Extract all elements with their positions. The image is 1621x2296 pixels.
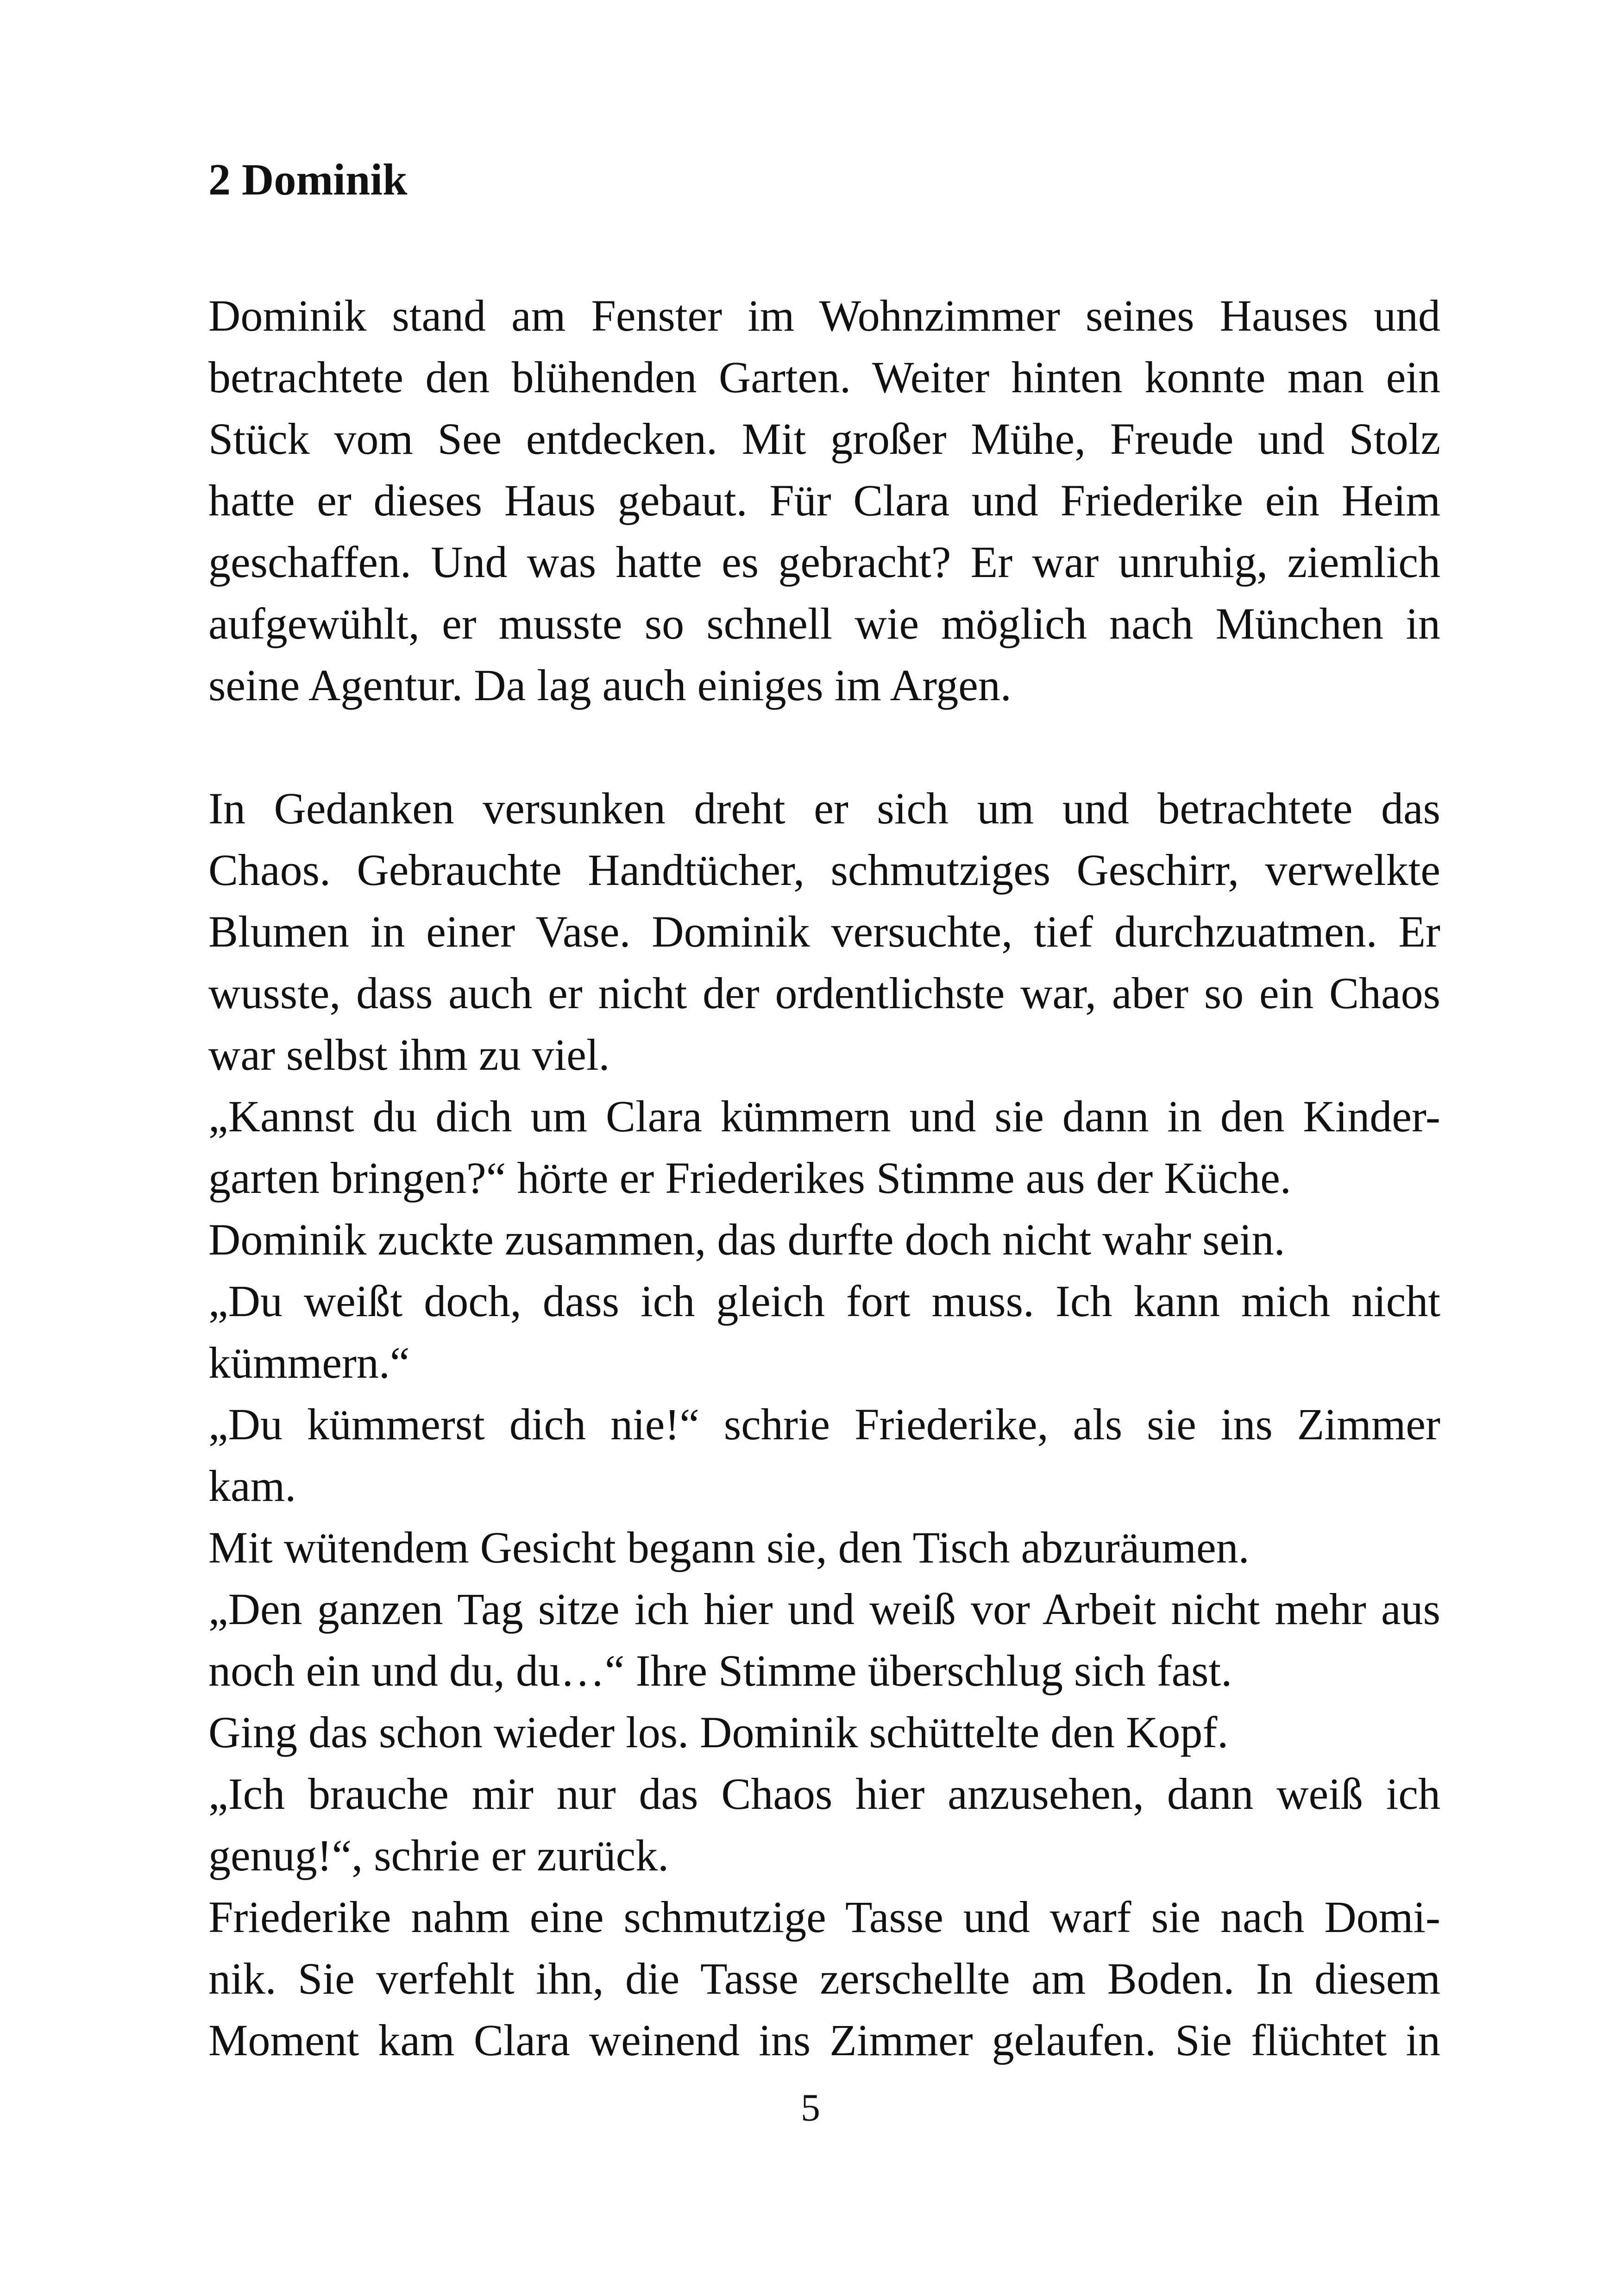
text-line: Blumen in einer Vase. Dominik versuchte, tief durchzuatmen. Er xyxy=(208,907,1440,956)
text-line: aufgewühlt, er musste so schnell wie möglich nach München in xyxy=(208,599,1440,648)
text-line: Mit wütendem Gesicht begann sie, den Tisch abzuräumen. xyxy=(208,1523,1250,1572)
text-line: Chaos. Gebrauchte Handtücher, schmutziges Geschirr, verwelkte xyxy=(208,845,1440,895)
text-line: garten bringen?“ hörte er Friederikes Stimme aus der Küche. xyxy=(208,1153,1291,1203)
text-line: betrachtete den blühenden Garten. Weiter hinten konnte man ein xyxy=(208,352,1440,402)
text-line: „Kannst du dich um Clara kümmern und sie dann in den Kinder- xyxy=(208,1092,1440,1141)
text-line: Ging das schon wieder los. Dominik schüttelte den Kopf. xyxy=(208,1707,1229,1757)
text-line: „Den ganzen Tag sitze ich hier und weiß vor Arbeit nicht mehr aus xyxy=(208,1584,1440,1634)
text-line: Friederike nahm eine schmutzige Tasse und warf sie nach Domi- xyxy=(208,1892,1440,1942)
page-number: 5 xyxy=(801,2086,820,2129)
paragraph-gap xyxy=(208,716,1440,778)
text-line: Moment kam Clara weinend ins Zimmer gelaufen. Sie flüchtet in xyxy=(208,2015,1440,2065)
text-line: Dominik zuckte zusammen, das durfte doch nicht wahr sein. xyxy=(208,1215,1285,1264)
text-line: wusste, dass auch er nicht der ordentlichste war, aber so ein Chaos xyxy=(208,968,1440,1018)
text-line: nik. Sie verfehlt ihn, die Tasse zerschellte am Boden. In diesem xyxy=(208,1954,1440,2003)
text-line: „Ich brauche mir nur das Chaos hier anzusehen, dann weiß ich xyxy=(208,1769,1440,1819)
text-line: kümmern.“ xyxy=(208,1338,410,1387)
text-line: hatte er dieses Haus gebaut. Für Clara und Friederike ein Heim xyxy=(208,476,1440,525)
text-line: In Gedanken versunken dreht er sich um und betrachtete das xyxy=(208,784,1440,833)
text-line: „Du weißt doch, dass ich gleich fort muss. Ich kann mich nicht xyxy=(208,1276,1440,1326)
chapter-title: 2 Dominik xyxy=(208,155,408,204)
text-line: geschaffen. Und was hatte es gebracht? Er war unruhig, ziemlich xyxy=(208,537,1440,587)
text-line: genug!“, schrie er zurück. xyxy=(208,1831,669,1880)
text-line: kam. xyxy=(208,1461,296,1511)
text-line: „Du kümmerst dich nie!“ schrie Friederike, als sie ins Zimmer xyxy=(208,1399,1440,1449)
text-line: seine Agentur. Da lag auch einiges im Argen. xyxy=(208,660,1012,710)
text-line: Dominik stand am Fenster im Wohnzimmer seines Hauses und xyxy=(208,291,1440,340)
body-text xyxy=(208,285,1440,2071)
text-line: noch ein und du, du…“ Ihre Stimme überschlug sich fast. xyxy=(208,1646,1232,1695)
text-line: war selbst ihm zu viel. xyxy=(208,1030,610,1079)
text-line: Stück vom See entdecken. Mit großer Mühe, Freude und Stolz xyxy=(208,414,1440,464)
